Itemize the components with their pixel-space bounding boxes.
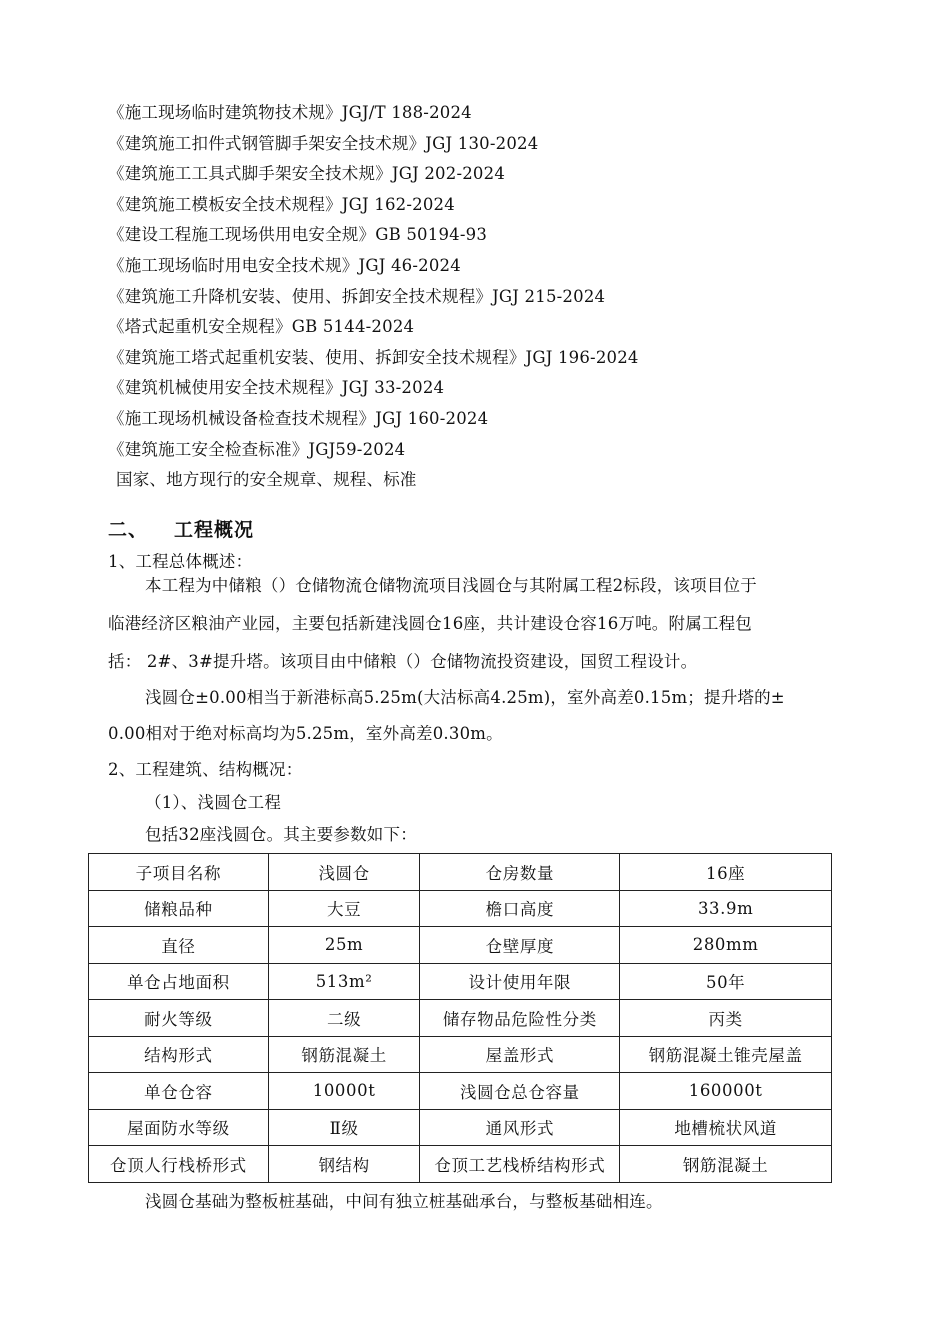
table-cell: 仓壁厚度 [420,927,620,964]
elevation-paragraph-line: 浅圆仓±0.00相当于新港标高5.25m(大沽标高4.25m)，室外高差0.15m；提升塔的± [145,688,785,707]
reference-list [108,98,639,496]
reference-item: 《施工现场临时用电安全技术规》JGJ 46-2024 [108,255,461,275]
parameters-table [88,853,832,1183]
reference-item: 《塔式起重机安全规程》GB 5144-2024 [108,317,415,337]
reference-item: 《建筑施工模板安全技术规程》JGJ 162-2024 [108,194,455,214]
elevation-paragraph-line: 0.00相对于绝对标高均为5.25m，室外高差0.30m。 [108,724,503,743]
table-cell: Ⅱ级 [268,1109,420,1146]
overview-paragraph-line: 临港经济区粮油产业园，主要包括新建浅圆仓16座，共计建设仓容16万吨。附属工程包 [108,614,752,633]
table-row [89,854,832,891]
table-cell: 仓顶人行栈桥形式 [89,1146,269,1183]
table-cell: 结构形式 [89,1036,269,1073]
table-cell: 直径 [89,927,269,964]
reference-item: 《建设工程施工现场供用电安全规》GB 50194-93 [108,225,488,245]
table-cell: 钢筋混凝土 [268,1036,420,1073]
table-cell: 单仓占地面积 [89,963,269,1000]
table-cell: 33.9m [620,890,832,927]
table-cell: 储粮品种 [89,890,269,927]
table-cell: 仓房数量 [420,854,620,891]
table-cell: 单仓仓容 [89,1073,269,1110]
foundation-paragraph: 浅圆仓基础为整板桩基础，中间有独立桩基础承台，与整板基础相连。 [145,1192,663,1211]
reference-item: 《建筑机械使用安全技术规程》JGJ 33-2024 [108,378,445,398]
table-cell: 50年 [620,963,832,1000]
table-row [89,1146,832,1183]
table-cell: 280mm [620,927,832,964]
structure-heading: 2、工程建筑、结构概况： [108,760,303,779]
params-intro: 包括32座浅圆仓。其主要参数如下： [145,825,417,844]
table-cell: 通风形式 [420,1109,620,1146]
reference-item: 国家、地方现行的安全规章、规程、标准 [116,470,417,490]
table-cell: 仓顶工艺栈桥结构形式 [420,1146,620,1183]
overview-paragraph-line: 括： 2#、3#提升塔。该项目由中储粮（）仓储物流投资建设，国贸工程设计。 [108,652,698,671]
table-cell: 屋盖形式 [420,1036,620,1073]
table-cell: 160000t [620,1073,832,1110]
table-cell: 大豆 [268,890,420,927]
table-cell: 10000t [268,1073,420,1110]
parameters-table-body [89,854,832,1183]
reference-item: 《施工现场临时建筑物技术规》JGJ/T 188-2024 [108,103,472,122]
table-row [89,1109,832,1146]
table-row [89,1036,832,1073]
reference-item: 《建筑施工升降机安装、使用、拆卸安全技术规程》JGJ 215-2024 [108,286,606,306]
table-cell: 浅圆仓总仓容量 [420,1073,620,1110]
table-cell: 储存物品危险性分类 [420,1000,620,1037]
table-cell: 耐火等级 [89,1000,269,1037]
table-cell: 513m² [268,963,420,1000]
reference-item: 《建筑施工塔式起重机安装、使用、拆卸安全技术规程》JGJ 196-2024 [108,347,639,367]
table-cell: 子项目名称 [89,854,269,891]
reference-item: 《建筑施工扣件式钢管脚手架安全技术规》JGJ 130-2024 [108,133,539,153]
table-cell: 檐口高度 [420,890,620,927]
table-cell: 钢结构 [268,1146,420,1183]
section-title: 工程概况 [174,519,255,541]
table-row [89,963,832,1000]
table-cell: 浅圆仓 [268,854,420,891]
table-row [89,1000,832,1037]
table-cell: 屋面防水等级 [89,1109,269,1146]
overview-paragraph-line: 本工程为中储粮（）仓储物流仓储物流项目浅圆仓与其附属工程2标段，该项目位于 [145,576,757,595]
section-heading [108,515,254,542]
sub-heading: （1）、浅圆仓工程 [145,793,282,812]
table-cell: 二级 [268,1000,420,1037]
table-cell: 丙类 [620,1000,832,1037]
table-cell: 16座 [620,854,832,891]
table-cell: 设计使用年限 [420,963,620,1000]
section-number: 二、 [108,519,149,541]
overview-heading: 1、工程总体概述： [108,552,253,571]
table-cell: 钢筋混凝土 [620,1146,832,1183]
reference-item: 《建筑施工工具式脚手架安全技术规》JGJ 202-2024 [108,164,506,184]
reference-item: 《施工现场机械设备检查技术规程》JGJ 160-2024 [108,408,489,428]
table-cell: 钢筋混凝土锥壳屋盖 [620,1036,832,1073]
table-cell: 25m [268,927,420,964]
table-cell: 地槽梳状风道 [620,1109,832,1146]
table-row [89,927,832,964]
reference-item: 《建筑施工安全检查标准》JGJ59-2024 [108,439,406,459]
table-row [89,890,832,927]
table-row [89,1073,832,1110]
